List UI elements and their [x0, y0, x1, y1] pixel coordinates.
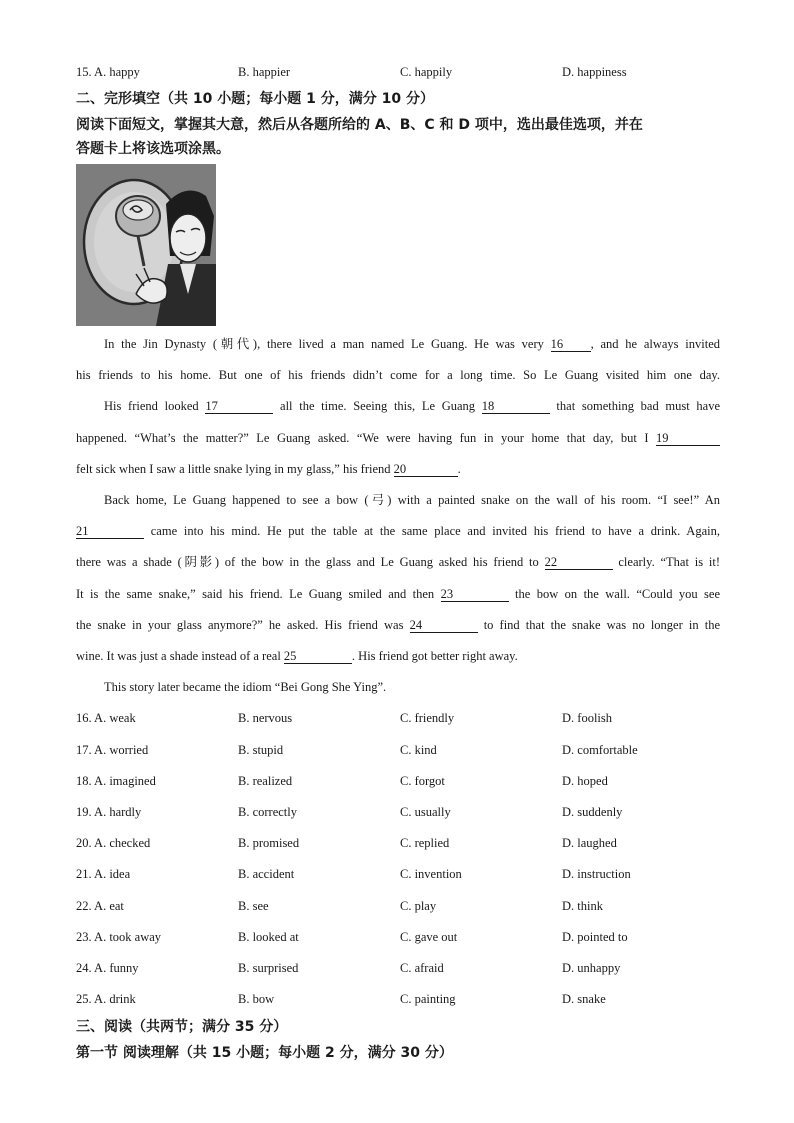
blank-25: 25: [284, 649, 352, 664]
option-b: B. realized: [238, 774, 293, 788]
question-options: [76, 771, 720, 791]
option-c: C. forgot: [400, 774, 445, 788]
blank-20: 20: [394, 462, 458, 477]
option-b: B. stupid: [238, 743, 284, 757]
option-a: 18. A. imagined: [76, 774, 156, 788]
blank-23: 23: [441, 587, 509, 602]
passage-line: [76, 454, 720, 485]
option-c: C. friendly: [400, 711, 455, 725]
passage-line: Back home, Le Guang happened to see a bow (弓) with a painted snake on the wall of his room. “I see!” An: [104, 492, 720, 507]
blank-17: 17: [205, 399, 273, 414]
question-options: [76, 989, 720, 1009]
text: all the time. Seeing this, Le Guang: [273, 399, 482, 414]
option-a: 16. A. weak: [76, 711, 136, 725]
text: there was a shade (阴影) of the bow in the glass and Le Guang asked his friend to: [76, 555, 545, 570]
option-a: 21. A. idea: [76, 867, 131, 881]
option-b: B. happier: [238, 65, 291, 79]
option-b: B. see: [238, 899, 269, 913]
option-c: C. play: [400, 899, 437, 913]
option-d: D. instruction: [562, 867, 631, 881]
blank-21: 21: [76, 524, 144, 539]
question-options: [76, 833, 720, 853]
passage-line: [76, 329, 720, 360]
option-d: D. snake: [562, 992, 606, 1006]
passage-line: [76, 641, 720, 672]
text: .: [457, 461, 461, 476]
text: clearly. “That is it!: [612, 555, 720, 570]
text: In the Jin Dynasty (朝代), there lived a man named Le Guang. He was very: [104, 337, 551, 351]
option-b: B. promised: [238, 836, 300, 850]
option-b: B. surprised: [238, 961, 299, 975]
option-a: 17. A. worried: [76, 743, 149, 757]
question-options: [76, 740, 720, 760]
text: It is the same snake,” said his friend. Le Guang smiled and then: [76, 586, 441, 601]
blank-18: 18: [482, 399, 550, 414]
text: to find that the snake was no longer in the: [477, 617, 720, 632]
blank-24: 24: [410, 618, 478, 633]
option-d: D. laughed: [562, 836, 617, 850]
text: the snake in your glass anymore?” he asked. His friend was: [76, 617, 410, 632]
section-2-instructions: [76, 113, 720, 161]
passage-line: [76, 610, 720, 641]
option-d: D. happiness: [562, 65, 627, 79]
option-d: D. comfortable: [562, 743, 638, 757]
option-a: 23. A. took away: [76, 930, 162, 944]
option-b: B. bow: [238, 992, 275, 1006]
passage-line: [76, 516, 720, 547]
option-c: C. gave out: [400, 930, 458, 944]
section-2-title: 二、完形填空（共 10 小题；每小题 1 分，满分 10 分）: [76, 91, 434, 107]
option-d: D. hoped: [562, 774, 608, 788]
cloze-passage: [76, 329, 720, 703]
text: His friend looked: [104, 399, 206, 414]
passage-line: [76, 391, 720, 422]
passage-line: [76, 423, 720, 454]
option-c: C. painting: [400, 992, 456, 1006]
passage-line: his friends to his home. But one of his friends didn’t come for a long time. So Le Guang visited him one day.: [76, 368, 720, 383]
option-b: B. correctly: [238, 805, 298, 819]
section-3-subtitle: 第一节 阅读理解（共 15 小题；每小题 2 分，满分 30 分）: [76, 1045, 453, 1061]
text: , and he always invited: [590, 337, 720, 351]
option-d: D. pointed to: [562, 930, 628, 944]
option-d: D. suddenly: [562, 805, 623, 819]
option-c: C. usually: [400, 805, 451, 819]
text: happened. “What’s the matter?” Le Guang asked. “We were having fun in your home that day, but I: [76, 430, 656, 445]
passage-line: [76, 579, 720, 610]
text: felt sick when I saw a little snake lying in my glass,” his friend: [76, 461, 394, 476]
option-c: C. invention: [400, 867, 462, 881]
option-d: D. foolish: [562, 711, 612, 725]
question-options: [76, 864, 720, 884]
option-b: B. nervous: [238, 711, 293, 725]
passage-line: [76, 547, 720, 578]
option-a: 19. A. hardly: [76, 805, 142, 819]
instruction-line: 答题卡上将该选项涂黑。: [76, 141, 230, 157]
option-a: 15. A. happy: [76, 65, 140, 79]
blank-22: 22: [545, 555, 613, 570]
question-options: [76, 802, 720, 822]
option-c: C. kind: [400, 743, 437, 757]
question-options: [76, 708, 720, 728]
section-3-title: 三、阅读（共两节；满分 35 分）: [76, 1019, 288, 1035]
instruction-line: 阅读下面短文，掌握其大意，然后从各题所给的 A、B、C 和 D 项中，选出最佳选项，并在: [76, 117, 643, 133]
option-a: 24. A. funny: [76, 961, 139, 975]
option-a: 20. A. checked: [76, 836, 151, 850]
text: wine. It was just a shade instead of a real: [76, 648, 284, 663]
question-options: [76, 927, 720, 947]
blank-19: 19: [656, 431, 720, 446]
option-c: C. afraid: [400, 961, 444, 975]
passage-line: This story later became the idiom “Bei Gong She Ying”.: [104, 680, 387, 695]
blank-16: 16: [551, 337, 591, 352]
text: the bow on the wall. “Could you see: [508, 586, 720, 601]
question-options: [76, 958, 720, 978]
text: . His friend got better right away.: [351, 648, 518, 663]
option-d: D. think: [562, 899, 603, 913]
text: came into his mind. He put the table at the same place and invited his friend to have a drink. Again,: [144, 524, 720, 539]
option-a: 22. A. eat: [76, 899, 124, 913]
option-c: C. replied: [400, 836, 450, 850]
story-illustration: [76, 164, 216, 326]
option-a: 25. A. drink: [76, 992, 136, 1006]
option-b: B. looked at: [238, 930, 299, 944]
text: that something bad must have: [549, 399, 721, 414]
q15-options: [76, 62, 720, 82]
option-c: C. happily: [400, 65, 453, 79]
option-d: D. unhappy: [562, 961, 621, 975]
option-b: B. accident: [238, 867, 295, 881]
question-options: [76, 896, 720, 916]
